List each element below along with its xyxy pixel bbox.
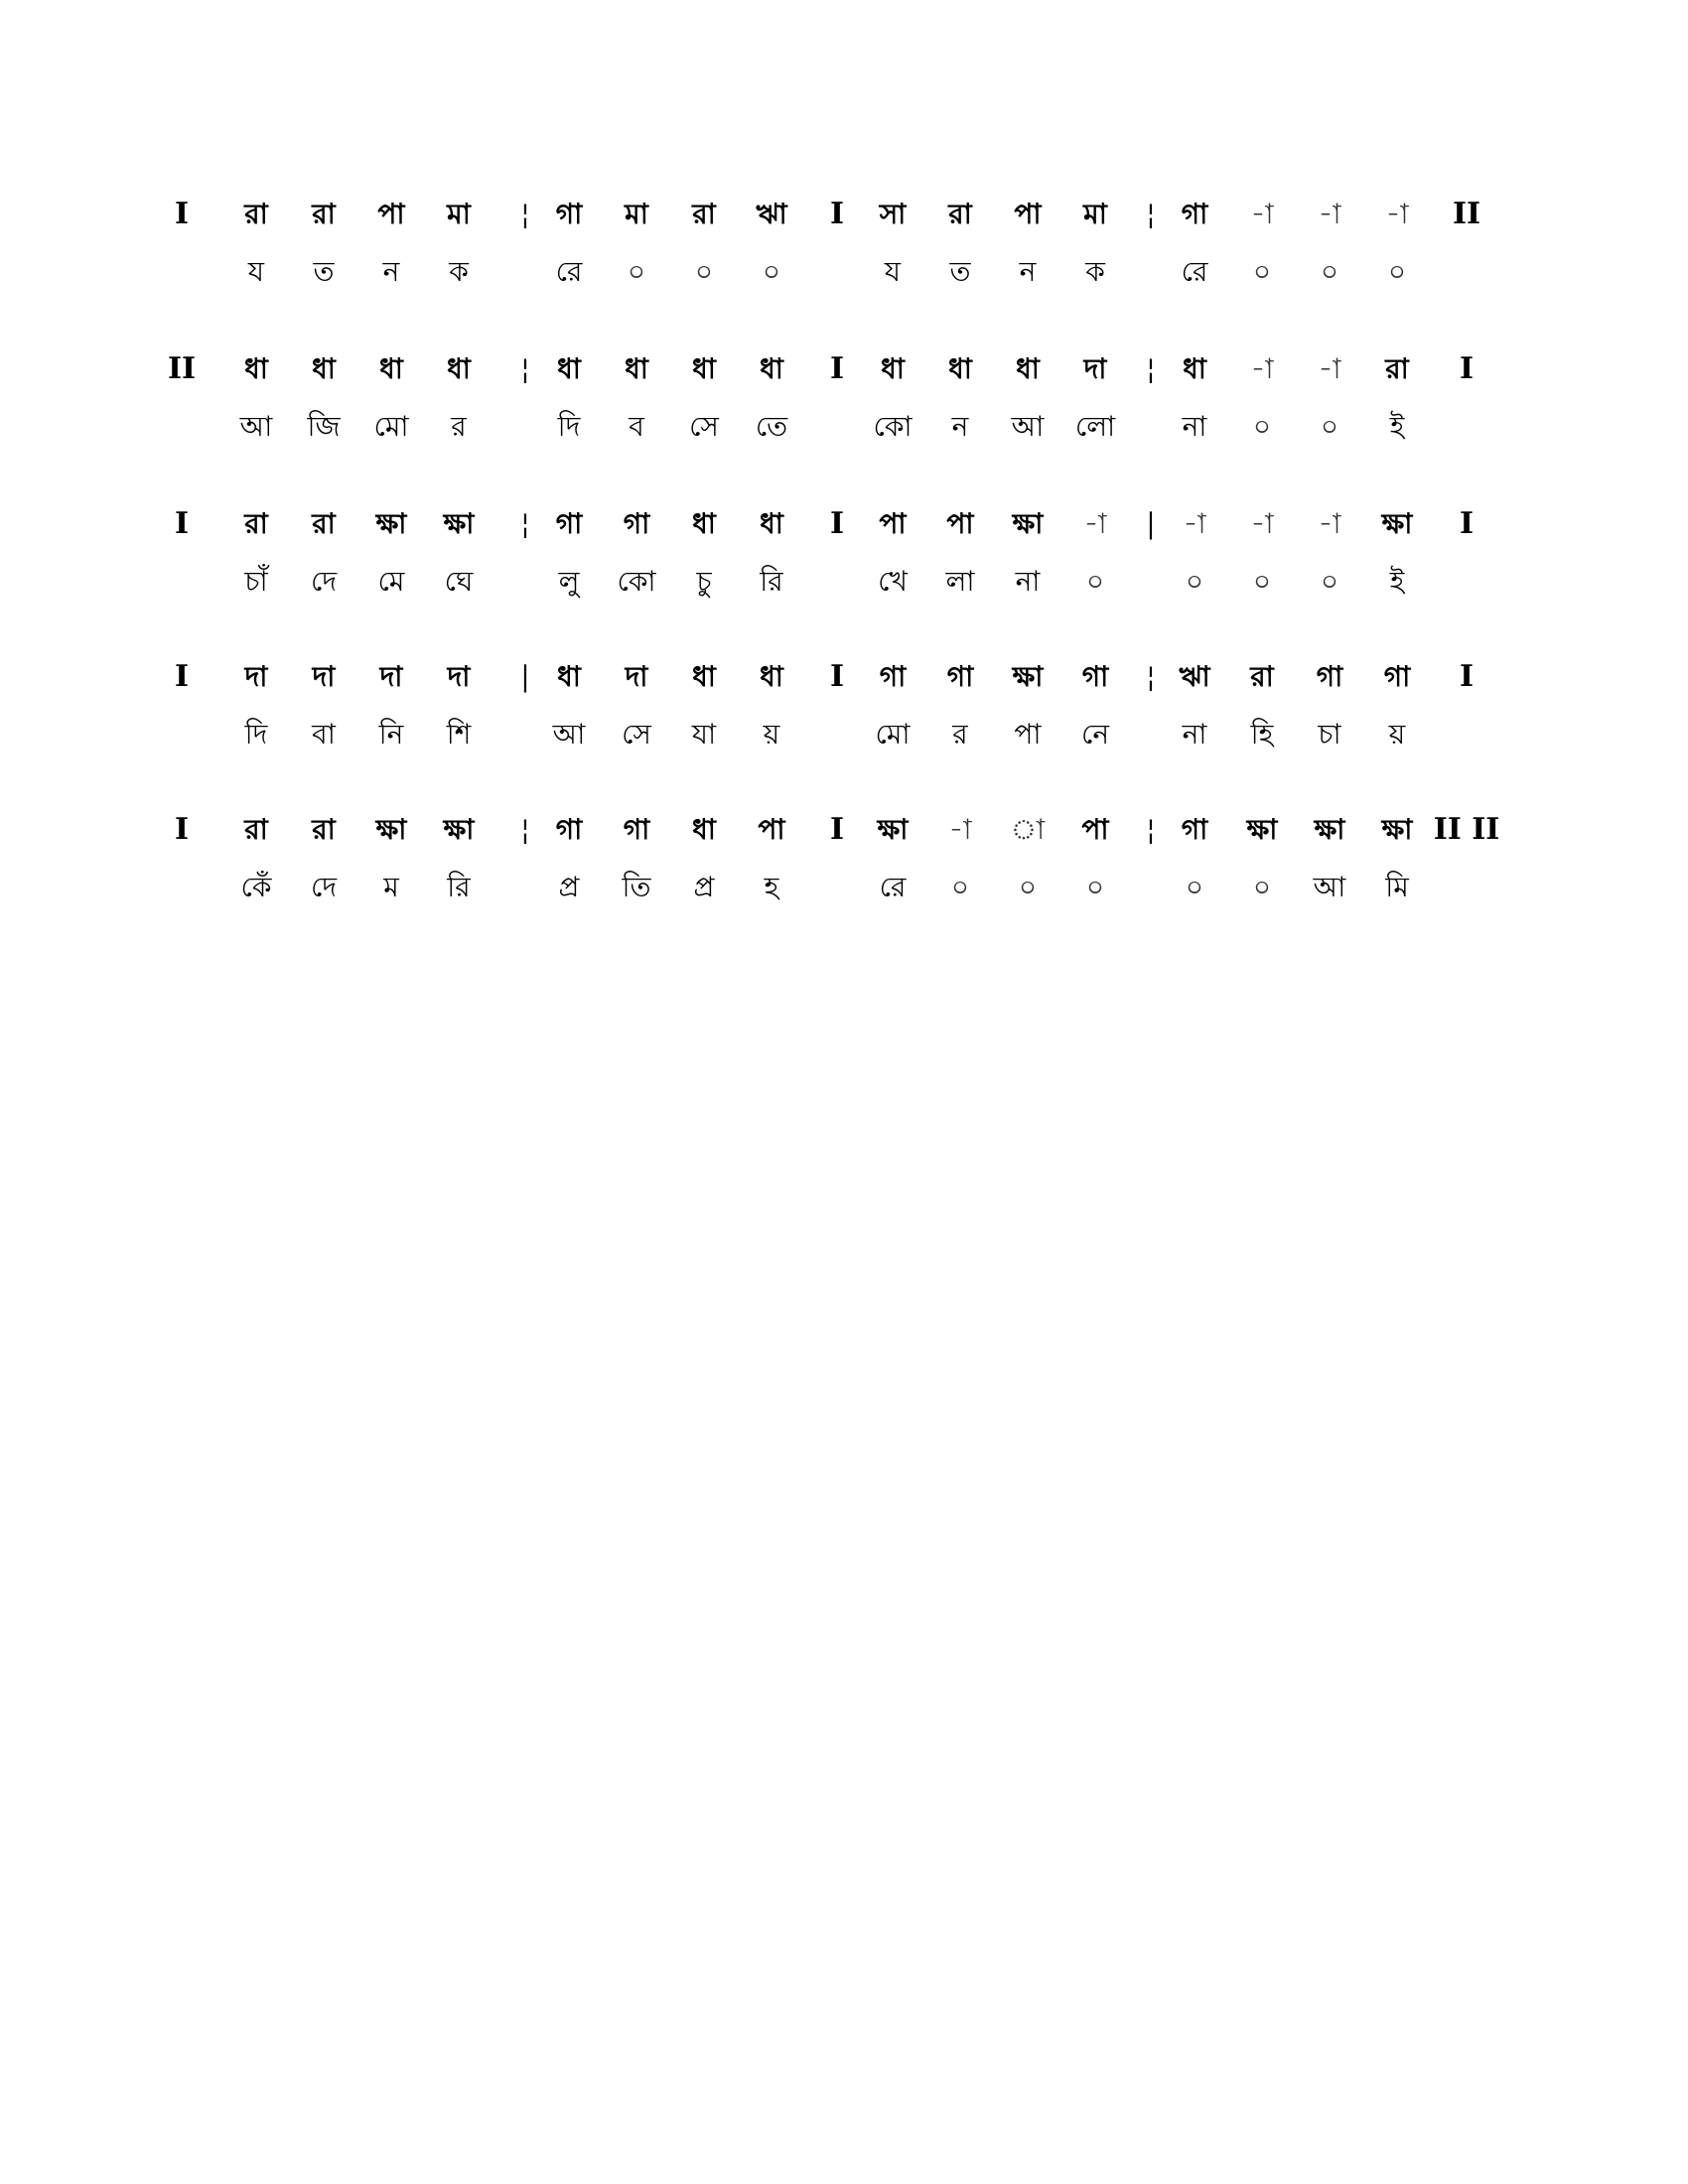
note: ধা: [557, 660, 581, 693]
lyric-syllable: ০: [1252, 565, 1272, 598]
lyric-syllable: য়: [763, 718, 780, 751]
lyric-syllable: ০: [1085, 565, 1105, 598]
note: রা: [312, 198, 336, 230]
lyric-syllable: য: [884, 255, 902, 288]
lyric-syllable: সে: [622, 718, 651, 751]
lyric-syllable: রে: [1181, 255, 1208, 288]
note: -া: [1318, 352, 1341, 385]
note: -া: [1083, 507, 1107, 540]
note: রা: [312, 507, 336, 540]
bar-line: I: [1459, 659, 1475, 694]
bar-line: I: [829, 197, 845, 231]
note: ধা: [1016, 352, 1040, 385]
note: ক্ষা: [443, 507, 475, 540]
lyric-syllable: ০: [694, 255, 714, 288]
notation-system: [0, 657, 1688, 796]
lyric-syllable: পা: [1014, 718, 1042, 751]
lyric-syllable: র: [952, 718, 968, 751]
note: -া: [1318, 198, 1341, 230]
lyric-syllable: হি: [1250, 718, 1274, 751]
note: দা: [625, 660, 648, 693]
lyric-syllable: ত: [313, 255, 335, 288]
note: রা: [244, 813, 268, 846]
lyric-syllable: মো: [373, 410, 409, 443]
note: দা: [244, 660, 268, 693]
bar-line: I: [829, 659, 845, 694]
lyric-syllable: জি: [307, 410, 341, 443]
lyric-syllable: নে: [1080, 718, 1110, 751]
lyric-syllable: রে: [879, 871, 907, 903]
lyric-syllable: ন: [951, 410, 969, 443]
note: া: [1010, 813, 1046, 846]
note: ধা: [760, 507, 783, 540]
bar-line: ¦: [1146, 813, 1156, 846]
lyric-syllable: তি: [622, 871, 651, 903]
lyric-syllable: না: [1182, 718, 1207, 751]
lyric-syllable: ব: [629, 410, 644, 443]
bar-line: I: [829, 506, 845, 541]
note: -া: [1250, 198, 1274, 230]
lyric-syllable: লো: [1074, 410, 1116, 443]
note: ধা: [692, 813, 716, 846]
lyric-syllable: ০: [1085, 871, 1105, 903]
bar-line: I: [174, 506, 190, 541]
note: রা: [948, 198, 972, 230]
lyric-syllable: ০: [1320, 410, 1339, 443]
note: গা: [1181, 813, 1208, 846]
note: ক্ষা: [1381, 507, 1413, 540]
note: ক্ষা: [1012, 507, 1044, 540]
lyric-syllable: র: [451, 410, 467, 443]
bar-line: |: [1146, 507, 1156, 540]
lyric-syllable: ন: [1019, 255, 1037, 288]
lyric-syllable: য়: [1388, 718, 1406, 751]
note: গা: [946, 660, 974, 693]
lyric-syllable: কেঁ: [240, 871, 272, 903]
lyric-syllable: আ: [1313, 871, 1346, 903]
note: গা: [555, 507, 583, 540]
note: গা: [555, 198, 583, 230]
lyric-syllable: প্র: [693, 871, 715, 903]
note: -া: [1250, 352, 1274, 385]
bar-line: ¦: [520, 507, 530, 540]
bar-line: I: [174, 659, 190, 694]
note: রা: [244, 198, 268, 230]
lyric-syllable: ক: [1085, 255, 1105, 288]
note: গা: [623, 507, 650, 540]
lyric-syllable: দে: [310, 871, 338, 903]
note: ক্ষা: [1381, 813, 1413, 846]
lyric-syllable: দে: [310, 565, 338, 598]
bar-line: I: [1459, 506, 1475, 541]
lyric-syllable: রে: [555, 255, 583, 288]
bar-line: I: [829, 351, 845, 386]
note: রা: [1250, 660, 1274, 693]
notation-system: [0, 504, 1688, 643]
bar-line: ¦: [1146, 198, 1156, 230]
bar-line: ¦: [520, 813, 530, 846]
lyric-syllable: নি: [378, 718, 404, 751]
bar-line: I: [829, 812, 845, 847]
note: গা: [1081, 660, 1109, 693]
lyric-syllable: ০: [1185, 871, 1204, 903]
lyric-syllable: শি: [446, 718, 472, 751]
note: পা: [879, 507, 907, 540]
lyric-syllable: ই: [1389, 565, 1405, 598]
lyric-syllable: কো: [617, 565, 656, 598]
lyric-syllable: বা: [312, 718, 336, 751]
lyric-syllable: ০: [1252, 255, 1272, 288]
lyric-syllable: ত: [949, 255, 971, 288]
lyric-syllable: চা: [1318, 718, 1341, 751]
note: রা: [244, 507, 268, 540]
lyric-syllable: হ: [764, 871, 779, 903]
lyric-syllable: ০: [627, 255, 646, 288]
lyric-syllable: তে: [755, 410, 788, 443]
note: পা: [1081, 813, 1109, 846]
bar-line: I: [1459, 351, 1475, 386]
note: -া: [1385, 198, 1409, 230]
note: গা: [879, 660, 907, 693]
note: সা: [879, 198, 907, 230]
note: ক্ষা: [877, 813, 909, 846]
note: গা: [623, 813, 650, 846]
note: -া: [1318, 507, 1341, 540]
lyric-syllable: না: [1182, 410, 1207, 443]
lyric-syllable: য: [247, 255, 265, 288]
note: -া: [948, 813, 972, 846]
bar-line: ¦: [520, 198, 530, 230]
note: ক্ষা: [1246, 813, 1278, 846]
note: পা: [1014, 198, 1042, 230]
note: ধা: [625, 352, 648, 385]
lyric-syllable: দি: [557, 410, 581, 443]
bar-line: I: [174, 812, 190, 847]
lyric-syllable: কো: [873, 410, 913, 443]
note: ক্ষা: [375, 813, 407, 846]
lyric-syllable: ই: [1389, 410, 1405, 443]
lyric-syllable: খে: [878, 565, 908, 598]
note: পা: [758, 813, 785, 846]
lyric-syllable: ০: [1320, 255, 1339, 288]
lyric-syllable: ০: [1252, 410, 1272, 443]
lyric-syllable: ০: [1185, 565, 1204, 598]
notation-system: [0, 349, 1688, 488]
note: ধা: [692, 507, 716, 540]
note: ধা: [312, 352, 336, 385]
lyric-syllable: আ: [239, 410, 273, 443]
note: ধা: [244, 352, 268, 385]
note: রা: [312, 813, 336, 846]
note: গা: [1383, 660, 1411, 693]
lyric-syllable: আ: [1011, 410, 1045, 443]
note: ধা: [760, 660, 783, 693]
note: ক্ষা: [1314, 813, 1345, 846]
note: ধা: [692, 352, 716, 385]
lyric-syllable: ০: [1387, 255, 1407, 288]
note: ধা: [760, 352, 783, 385]
note: ঋা: [1179, 660, 1210, 693]
note: ধা: [948, 352, 972, 385]
lyric-syllable: ০: [950, 871, 970, 903]
lyric-syllable: মে: [377, 565, 405, 598]
note: মা: [625, 198, 648, 230]
note: দা: [312, 660, 336, 693]
lyric-syllable: না: [1015, 565, 1041, 598]
bar-line: II: [167, 351, 197, 386]
lyric-syllable: মো: [875, 718, 911, 751]
note: -া: [1250, 507, 1274, 540]
note: গা: [555, 813, 583, 846]
note: ধা: [1183, 352, 1206, 385]
lyric-syllable: দি: [244, 718, 268, 751]
bar-line: II II: [1433, 812, 1500, 847]
lyric-syllable: লু: [558, 565, 580, 598]
lyric-syllable: লা: [945, 565, 975, 598]
lyric-syllable: ০: [762, 255, 781, 288]
note: দা: [447, 660, 471, 693]
note: ঋা: [756, 198, 787, 230]
bar-line: ¦: [1146, 352, 1156, 385]
lyric-syllable: মি: [1385, 871, 1409, 903]
lyric-syllable: ন: [382, 255, 400, 288]
lyric-syllable: প্র: [558, 871, 580, 903]
note: মা: [1083, 198, 1107, 230]
lyric-syllable: রি: [760, 565, 783, 598]
note: ধা: [379, 352, 403, 385]
lyric-syllable: ০: [1252, 871, 1272, 903]
note: রা: [692, 198, 716, 230]
notation-system: [0, 810, 1688, 949]
lyric-syllable: চু: [696, 565, 712, 598]
note: ক্ষা: [443, 813, 475, 846]
bar-line: |: [520, 660, 530, 693]
lyric-syllable: ০: [1320, 565, 1339, 598]
note: দা: [1083, 352, 1107, 385]
bar-line: I: [174, 197, 190, 231]
lyric-syllable: চাঁ: [244, 565, 268, 598]
note: ধা: [881, 352, 905, 385]
note: ক্ষা: [1012, 660, 1044, 693]
lyric-syllable: ম: [383, 871, 399, 903]
note: পা: [377, 198, 405, 230]
note: দা: [379, 660, 403, 693]
lyric-syllable: রি: [447, 871, 471, 903]
bar-line: ¦: [520, 352, 530, 385]
notation-system: [0, 195, 1688, 334]
note: ধা: [447, 352, 471, 385]
lyric-syllable: যা: [691, 718, 717, 751]
note: ক্ষা: [375, 507, 407, 540]
note: গা: [1181, 198, 1208, 230]
note: পা: [946, 507, 974, 540]
bar-line: ¦: [1146, 660, 1156, 693]
note: ধা: [692, 660, 716, 693]
note: রা: [1385, 352, 1409, 385]
lyric-syllable: ০: [1018, 871, 1038, 903]
note: মা: [447, 198, 471, 230]
lyric-syllable: সে: [689, 410, 719, 443]
lyric-syllable: ঘে: [444, 565, 474, 598]
lyric-syllable: ক: [449, 255, 469, 288]
lyric-syllable: আ: [552, 718, 586, 751]
note: -া: [1183, 507, 1206, 540]
note: গা: [1316, 660, 1343, 693]
note: ধা: [557, 352, 581, 385]
bar-line: II: [1452, 197, 1481, 231]
